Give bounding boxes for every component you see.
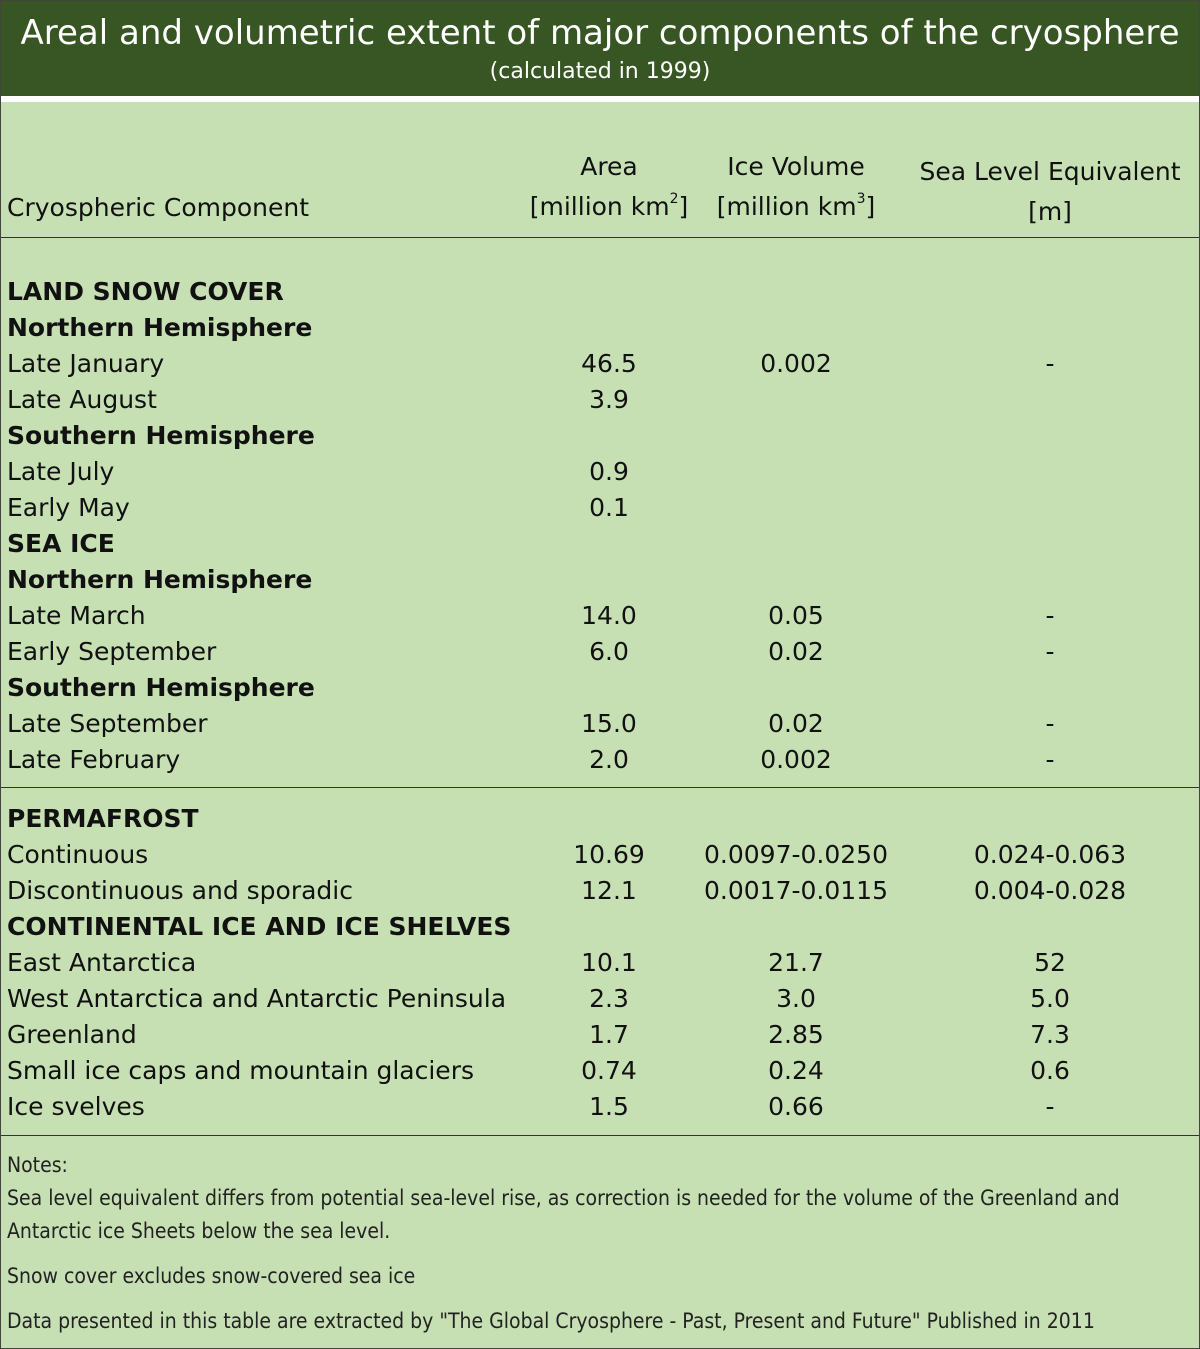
row-label: Late August: [7, 385, 157, 414]
sea-level-cell: -: [1045, 637, 1055, 666]
area-unit-text: [million km: [529, 192, 670, 221]
area-cell: 14.0: [581, 601, 637, 630]
row-label: Late September: [7, 709, 208, 738]
row-label: West Antarctica and Antarctic Peninsula: [7, 984, 507, 1013]
volume-cell: 3.0: [776, 984, 816, 1013]
area-cell: 15.0: [581, 709, 637, 738]
table-row-late-january: [1, 346, 1199, 382]
notes-heading: Notes:: [7, 1153, 68, 1177]
row-label: Late February: [7, 745, 181, 774]
header-divider: [1, 96, 1199, 102]
subsection-heading-northern-hemisphere: [1, 310, 1199, 346]
notes-rule: [1, 1135, 1199, 1136]
section-rule: [1, 787, 1199, 788]
note-item: Sea level equivalent differs from potential sea-level rise, as correction is needed for the volume of the Greenland and Antarctic ice Sheets below the sea level.: [7, 1186, 1120, 1243]
row-label: CONTINENTAL ICE AND ICE SHELVES: [7, 912, 512, 941]
table-row-ice-svelves: [1, 1089, 1199, 1125]
table-row-greenland: [1, 1017, 1199, 1053]
volume-cell: 0.002: [760, 745, 832, 774]
volume-cell: 21.7: [768, 948, 824, 977]
title-banner: [1, 1, 1199, 96]
page-subtitle: (calculated in 1999): [489, 59, 711, 84]
volume-cell: 0.02: [768, 637, 824, 666]
row-label: Late July: [7, 457, 115, 486]
column-header-volume-title: Ice Volume: [727, 152, 865, 181]
row-label: Continuous: [7, 840, 149, 869]
sea-level-cell: -: [1045, 709, 1055, 738]
table-row-small-ice-caps-and-mountain-glaciers: [1, 1053, 1199, 1089]
column-header-sle-unit: [m]: [1028, 197, 1072, 226]
sea-level-cell: -: [1045, 349, 1055, 378]
volume-cell: 0.24: [768, 1056, 824, 1085]
row-label: Northern Hemisphere: [7, 565, 313, 594]
note-item: Data presented in this table are extracted by "The Global Cryosphere - Past, Present and Future" Published in 2011: [7, 1309, 1095, 1333]
table-row-late-august: [1, 382, 1199, 418]
row-label: PERMAFROST: [7, 804, 199, 833]
area-cell: 3.9: [589, 385, 629, 414]
section-heading-sea-ice: [1, 526, 1199, 562]
volume-cell: 0.66: [768, 1092, 824, 1121]
sea-level-cell: 52: [1034, 948, 1066, 977]
row-label: Southern Hemisphere: [7, 673, 315, 702]
volume-unit-exponent: 3: [856, 191, 866, 207]
area-cell: 1.7: [589, 1020, 629, 1049]
table-row-late-july: [1, 454, 1199, 490]
volume-cell: 0.02: [768, 709, 824, 738]
row-label: Ice svelves: [7, 1092, 145, 1121]
page-title: Areal and volumetric extent of major components of the cryosphere: [20, 13, 1180, 53]
row-label: Discontinuous and sporadic: [7, 876, 353, 905]
column-header-volume: [686, 147, 906, 227]
table-row-east-antarctica: [1, 945, 1199, 981]
column-header-sle-title: Sea Level Equivalent: [919, 157, 1181, 186]
area-cell: 12.1: [581, 876, 637, 905]
subsection-heading-southern-hemisphere: [1, 418, 1199, 454]
row-label: Greenland: [7, 1020, 137, 1049]
table-row-discontinuous-and-sporadic: [1, 873, 1199, 909]
row-label: Late March: [7, 601, 146, 630]
volume-cell: 0.002: [760, 349, 832, 378]
volume-unit-close: ]: [865, 192, 876, 221]
row-label: East Antarctica: [7, 948, 197, 977]
column-header-area: [509, 147, 709, 227]
row-label: SEA ICE: [7, 529, 115, 558]
row-label: Northern Hemisphere: [7, 313, 313, 342]
area-cell: 1.5: [589, 1092, 629, 1121]
area-unit-close: ]: [678, 192, 689, 221]
note-item: Snow cover excludes snow-covered sea ice: [7, 1264, 416, 1288]
table-row-early-september: [1, 634, 1199, 670]
volume-unit-text: [million km: [716, 192, 857, 221]
area-cell: 6.0: [589, 637, 629, 666]
area-cell: 10.69: [573, 840, 645, 869]
section-heading-continental-ice-and-ice-shelves: [1, 909, 1199, 945]
row-label: Early September: [7, 637, 217, 666]
row-label: Early May: [7, 493, 130, 522]
column-header-area-unit: [509, 187, 709, 227]
sea-level-cell: 0.024-0.063: [973, 840, 1127, 869]
sea-level-cell: -: [1045, 1092, 1055, 1121]
row-label: Small ice caps and mountain glaciers: [7, 1056, 474, 1085]
row-label: Late January: [7, 349, 165, 378]
sea-level-cell: -: [1045, 745, 1055, 774]
column-header-component: [7, 188, 407, 228]
area-cell: 46.5: [581, 349, 637, 378]
column-header-volume-unit: [686, 187, 906, 227]
column-header-component-label: Cryospheric Component: [7, 193, 310, 222]
sea-level-cell: -: [1045, 601, 1055, 630]
area-cell: 0.74: [581, 1056, 637, 1085]
subsection-heading-northern-hemisphere: [1, 562, 1199, 598]
table-row-continuous: [1, 837, 1199, 873]
area-cell: 0.1: [589, 493, 629, 522]
sea-level-cell: 5.0: [1030, 984, 1070, 1013]
table-row-late-february: [1, 742, 1199, 778]
sea-level-cell: 7.3: [1030, 1020, 1070, 1049]
area-cell: 2.0: [589, 745, 629, 774]
volume-cell: 0.0097-0.0250: [704, 840, 888, 869]
area-cell: 0.9: [589, 457, 629, 486]
header-rule: [1, 237, 1199, 238]
column-header-sle: [911, 152, 1189, 232]
area-cell: 10.1: [581, 948, 637, 977]
row-label: Southern Hemisphere: [7, 421, 315, 450]
area-unit-exponent: 2: [669, 191, 679, 207]
sea-level-cell: 0.004-0.028: [973, 876, 1127, 905]
volume-cell: 0.0017-0.0115: [704, 876, 888, 905]
table-row-late-september: [1, 706, 1199, 742]
section-heading-land-snow-cover: [1, 274, 1199, 310]
table-row-early-may: [1, 490, 1199, 526]
area-cell: 2.3: [589, 984, 629, 1013]
row-label: LAND SNOW COVER: [7, 277, 284, 306]
column-header-area-title: Area: [580, 152, 638, 181]
volume-cell: 2.85: [768, 1020, 824, 1049]
sea-level-cell: 0.6: [1030, 1056, 1070, 1085]
table-row-west-antarctica-and-antarctic-peninsula: [1, 981, 1199, 1017]
volume-cell: 0.05: [768, 601, 824, 630]
table-row-late-march: [1, 598, 1199, 634]
subsection-heading-southern-hemisphere: [1, 670, 1199, 706]
section-heading-permafrost: [1, 801, 1199, 837]
